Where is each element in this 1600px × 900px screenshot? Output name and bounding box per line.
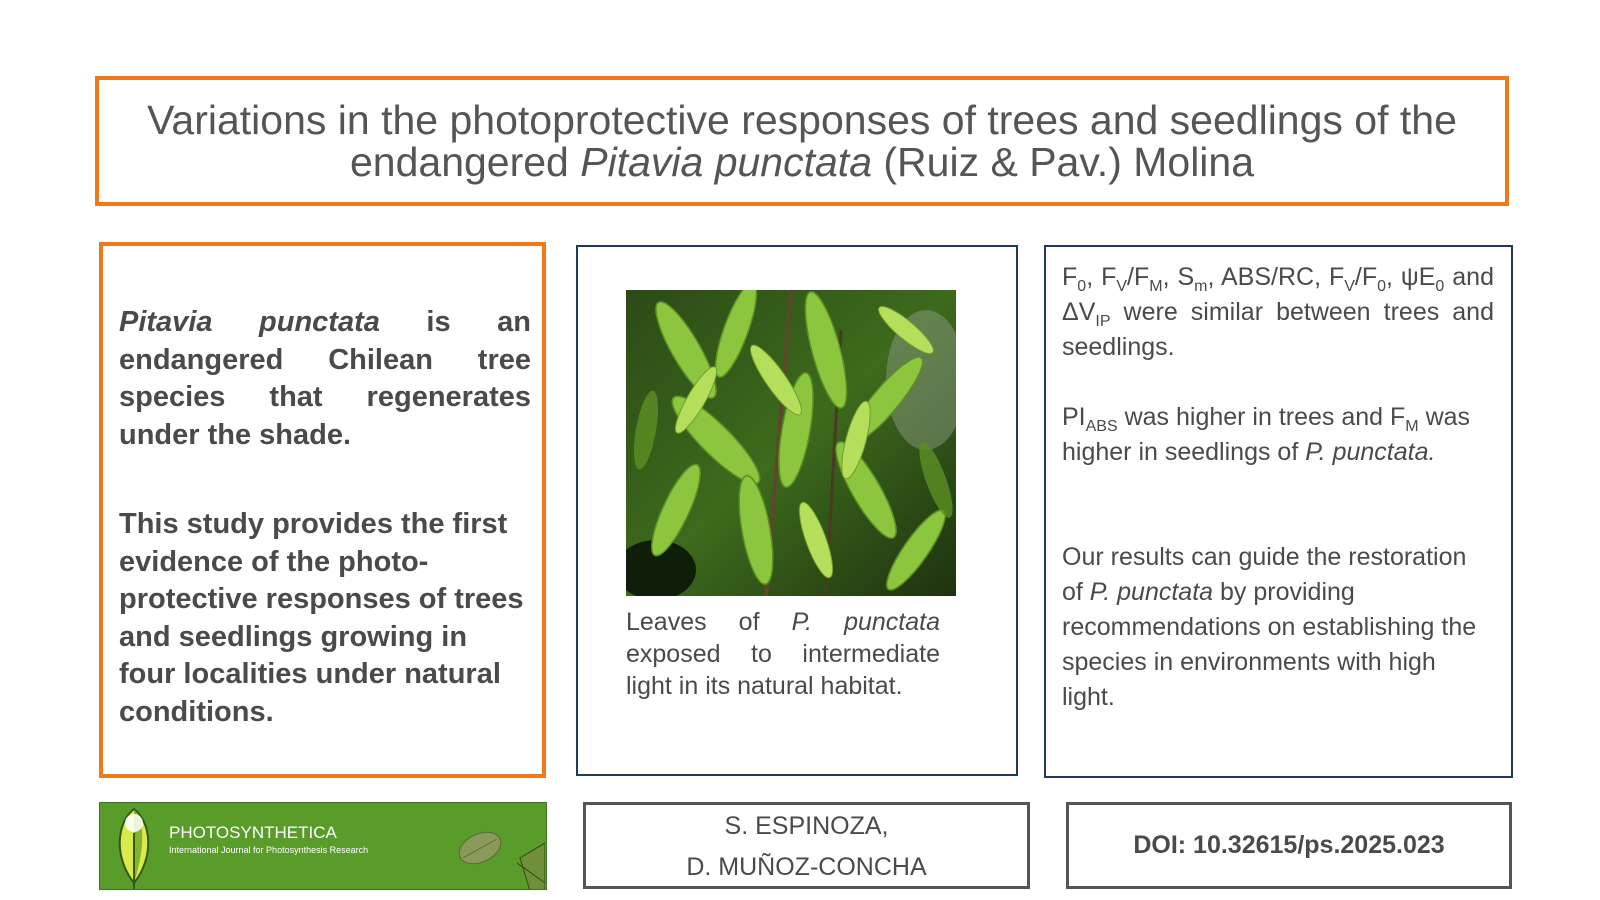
photo-panel [576,245,1018,776]
leaf-logo-icon [104,803,164,890]
journal-name: PHOTOSYNTHETICA [169,823,337,842]
highlights-panel [99,242,546,778]
result-paragraph-2: $PI_{ABS}$ was higher in trees and $F_M$ was higher in seedlings of P. punctata. [1062,403,1471,466]
highlight-paragraph-1 [119,304,531,454]
highlight-text: is an endangered Chilean tree species that regenerates under the shade. [119,306,531,451]
results-panel [1044,245,1513,778]
leaves-photo [626,290,956,596]
result-paragraph-1: $F_0$, $F_V/F_M$, $S_m$, ABS/RC, $F_V/F_0$, $\psi E_0$ and $\Delta V_{IP}$ were similar between trees and seedlings. [1062,263,1494,361]
title-authority: (Ruiz & Pav.) Molina [872,139,1255,185]
author-2: D. MUÑOZ-CONCHA [686,853,927,881]
doi-link[interactable]: DOI: 10.32615/ps.2025.023 [1133,831,1445,859]
leaves-illustration [626,290,956,596]
highlight-paragraph-2: This study provides the first evidence of the photo-protective responses of trees and seedlings growing in four localities under natural conditions. [119,508,524,728]
decorative-leaves-icon [445,803,545,890]
species-name: P. punctata [1305,438,1429,466]
caption-text: Leaves of [626,608,792,636]
species-name: P. punctata [791,608,940,636]
result-paragraph-3: Our results can guide the restoration of P. punctata by providing recommendations on establishing the species in environments with high light. [1062,543,1477,711]
title-line-2 [350,141,1254,183]
journal-subtitle: International Journal for Photosynthesis Research [169,845,369,855]
species-name: Pitavia punctata [580,139,872,185]
title-text: endangered [349,139,581,185]
species-name: Pitavia punctata [119,306,380,338]
title-box [95,76,1509,206]
authors-box [583,802,1030,889]
journal-banner[interactable] [99,802,547,890]
photo-caption [626,606,940,702]
title-line-1: Variations in the photoprotective responses of trees and seedlings of the [147,97,1457,143]
species-name: P. punctata [1089,578,1214,606]
caption-text: exposed to intermediate light in its natural habitat. [626,640,940,700]
doi-box[interactable] [1066,802,1512,889]
author-1: S. ESPINOZA, [724,812,889,840]
